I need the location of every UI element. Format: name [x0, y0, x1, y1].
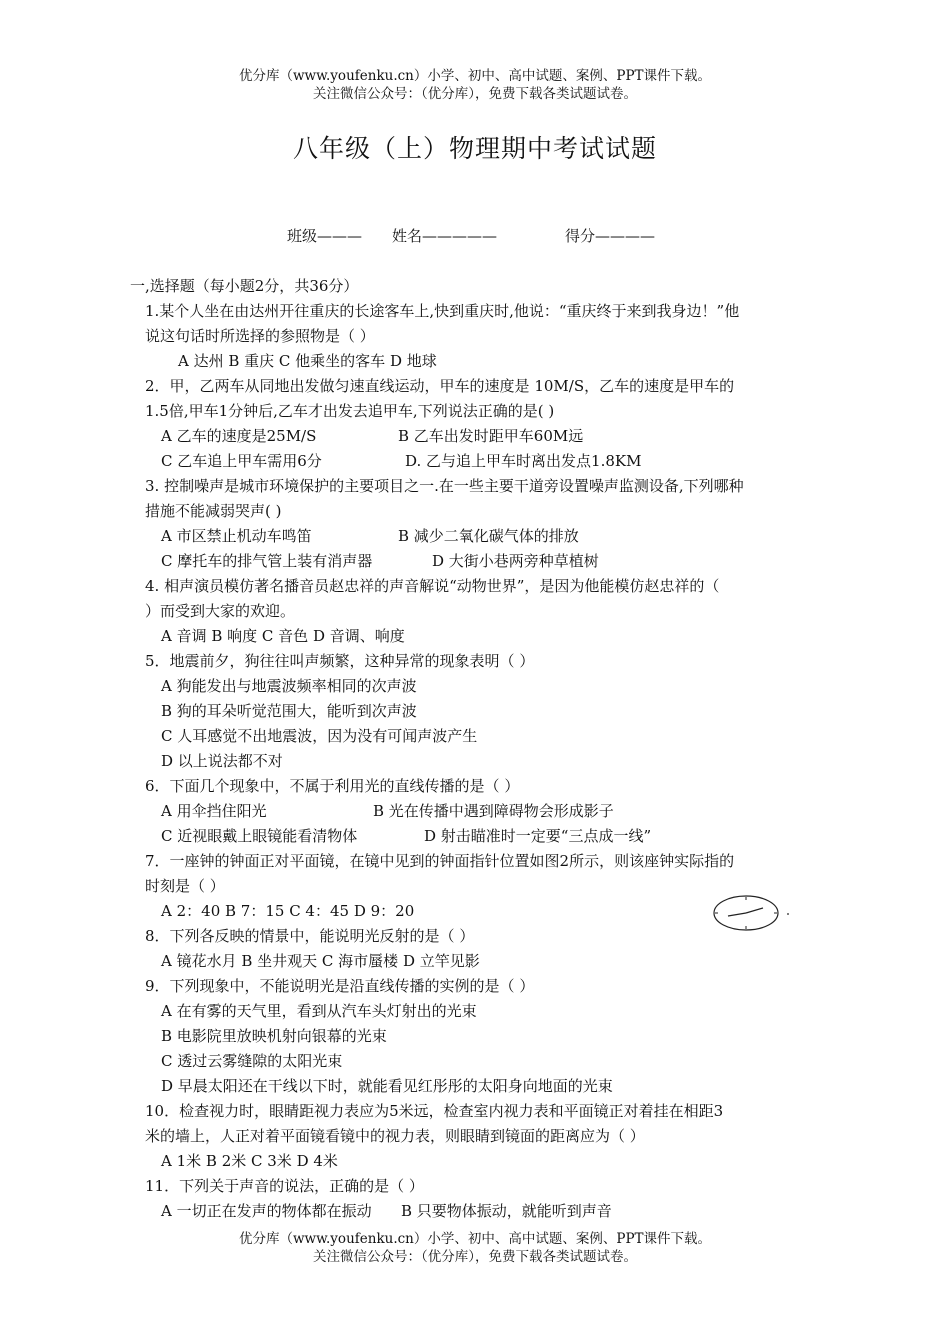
option-d: D 早晨太阳还在干线以下时，就能看见红彤彤的太阳身向地面的光束	[161, 1077, 613, 1095]
clock-figure	[708, 888, 798, 938]
footer-line-2: 关注微信公众号：（优分库），免费下载各类试题试卷。	[313, 1249, 637, 1265]
question-options: A 1米 B 2米 C 3米 D 4米	[161, 1152, 338, 1170]
question-text: 3. 控制噪声是城市环境保护的主要项目之一.在一些主要干道旁设置噪声监测设备,下列哪种	[145, 477, 744, 495]
option-b: B 减少二氧化碳气体的排放	[398, 527, 579, 545]
question-text: 9．下列现象中，不能说明光是沿直线传播的实例的是（ ）	[145, 977, 535, 995]
question-text: 米的墙上，人正对着平面镜看镜中的视力表，则眼睛到镜面的距离应为（ ）	[145, 1127, 645, 1145]
question-text: 5．地震前夕，狗往往叫声频繁，这种异常的现象表明（ ）	[145, 652, 535, 670]
option-a: A 乙车的速度是25M/S	[161, 427, 317, 445]
option-a: A 在有雾的天气里，看到从汽车头灯射出的光束	[161, 1002, 477, 1020]
question-text: 1.某个人坐在由达州开往重庆的长途客车上,快到重庆时,他说：“重庆终于来到我身边！”他	[145, 302, 740, 320]
page-title: 八年级（上）物理期中考试试题	[292, 134, 657, 163]
question-text: 10．检查视力时，眼睛距视力表应为5米远，检查室内视力表和平面镜正对着挂在相距3	[145, 1102, 724, 1120]
option-a: A 一切正在发声的物体都在振动	[161, 1202, 372, 1220]
question-text: 2．甲，乙两车从同地出发做匀速直线运动，甲车的速度是 10M/S，乙车的速度是甲车的	[145, 377, 735, 395]
question-text: 6．下面几个现象中，不属于利用光的直线传播的是（ ）	[145, 777, 520, 795]
question-options: A 音调 B 响度 C 音色 D 音调、响度	[161, 627, 405, 645]
option-d: D 射击瞄准时一定要“三点成一线”	[424, 827, 652, 845]
option-a: A 市区禁止机动车鸣笛	[161, 527, 312, 545]
score-field: 得分————	[565, 227, 656, 245]
option-d: D 大街小巷两旁种草植树	[432, 552, 599, 570]
option-c: C 乙车追上甲车需用6分	[161, 452, 322, 470]
question-text: 措施不能减弱哭声( )	[145, 502, 282, 520]
option-b: B 狗的耳朵听觉范围大，能听到次声波	[161, 702, 417, 720]
option-c: C 透过云雾缝隙的太阳光束	[161, 1052, 343, 1070]
option-c: C 摩托车的排气管上装有消声器	[161, 552, 373, 570]
option-d: D. 乙与追上甲车时离出发点1.8KM	[405, 452, 642, 470]
question-text: ）而受到大家的欢迎。	[145, 602, 296, 620]
question-text: 11．下列关于声音的说法，正确的是（ ）	[145, 1177, 424, 1195]
option-b: B 乙车出发时距甲车60M远	[398, 427, 584, 445]
option-c: C 人耳感觉不出地震波，因为没有可闻声波产生	[161, 727, 478, 745]
option-a: A 用伞挡住阳光	[161, 802, 267, 820]
question-text: 1.5倍,甲车1分钟后,乙车才出发去追甲车,下列说法正确的是( )	[145, 402, 555, 420]
question-text: 4. 相声演员模仿著名播音员赵忠祥的声音解说“动物世界”，是因为他能模仿赵忠祥的（	[145, 577, 720, 595]
option-b: B 只要物体振动，就能听到声音	[401, 1202, 612, 1220]
section-heading: 一,选择题（每小题2分，共36分）	[130, 277, 359, 295]
option-c: C 近视眼戴上眼镜能看清物体	[161, 827, 358, 845]
header-line-1: 优分库（www.youfenku.cn）小学、初中、高中试题、案例、PPT课件下载。	[238, 68, 712, 84]
option-d: D 以上说法都不对	[161, 752, 283, 770]
option-b: B 光在传播中遇到障碍物会形成影子	[373, 802, 614, 820]
option-b: B 电影院里放映机射向银幕的光束	[161, 1027, 387, 1045]
question-text: 8．下列各反映的情景中，能说明光反射的是（ ）	[145, 927, 475, 945]
question-text: 说这句话时所选择的参照物是（ ）	[145, 327, 375, 345]
question-text: 时刻是（ ）	[145, 877, 225, 895]
header-line-2: 关注微信公众号：（优分库），免费下载各类试题试卷。	[313, 86, 637, 102]
footer-line-1: 优分库（www.youfenku.cn）小学、初中、高中试题、案例、PPT课件下载。	[238, 1231, 712, 1247]
class-field: 班级———	[287, 227, 363, 245]
name-field: 姓名—————	[392, 227, 498, 245]
question-text: 7．一座钟的钟面正对平面镜，在镜中见到的钟面指针位置如图2所示，则该座钟实际指的	[145, 852, 735, 870]
option-a: A 狗能发出与地震波频率相同的次声波	[161, 677, 417, 695]
question-options: A 2：40 B 7：15 C 4：45 D 9：20	[161, 902, 415, 920]
question-options: A 镜花水月 B 坐井观天 C 海市蜃楼 D 立竿见影	[161, 952, 480, 970]
question-options: A 达州 B 重庆 C 他乘坐的客车 D 地球	[178, 352, 437, 370]
